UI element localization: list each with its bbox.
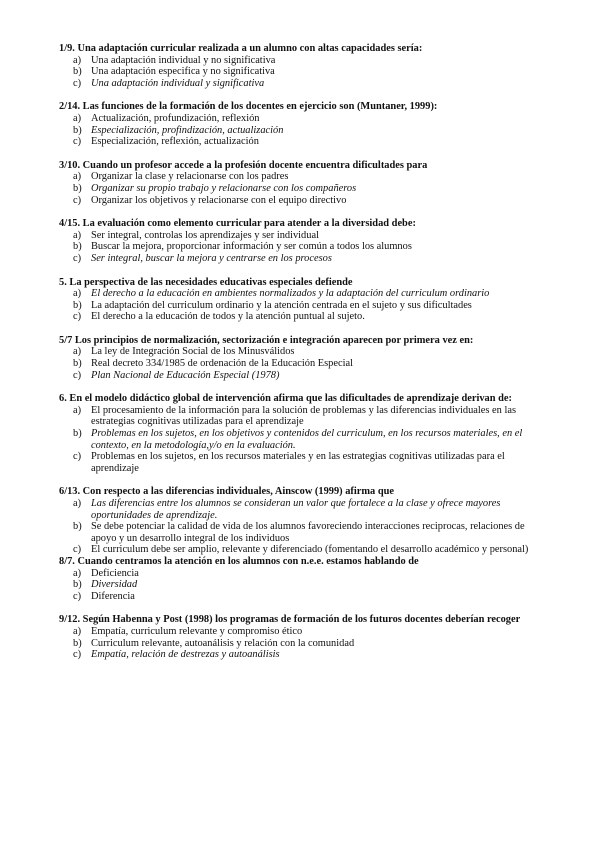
option-text: Buscar la mejora, proporcionar información y ser común a todos los alumnos (91, 241, 412, 253)
option-letter: c) (73, 451, 82, 463)
option-text: Empatía, curriculum relevante y compromiso ético (91, 625, 303, 637)
option-item (59, 428, 540, 451)
question-title: 4/15. La evaluación como elemento curricular para atender a la diversidad debe: (59, 218, 416, 230)
option-list (59, 288, 540, 323)
option-list (59, 230, 540, 265)
option-item (59, 66, 540, 78)
question-title: 1/9. Una adaptación curricular realizada a un alumno con altas capacidades sería: (59, 43, 423, 54)
question-block (59, 160, 540, 206)
question-block (59, 556, 540, 602)
option-list (59, 498, 540, 556)
option-list (59, 55, 540, 90)
option-item (59, 230, 540, 242)
question-block (59, 101, 540, 147)
option-item (59, 544, 540, 556)
option-text: El derecho a la educación de todos y la atención puntual al sujeto. (91, 311, 365, 323)
option-text: Diversidad (91, 579, 138, 591)
option-text: El curriculum debe ser amplio, relevante y diferenciado (fomentando el desarrollo académico y personal) (91, 544, 529, 556)
option-item (59, 346, 540, 358)
option-item (59, 253, 540, 265)
question-block (59, 335, 540, 381)
question-title: 8/7. Cuando centramos la atención en los alumnos con n.e.e. estamos hablando de (59, 555, 419, 567)
option-text: Especialización, reflexión, actualización (91, 136, 259, 148)
option-item (59, 626, 540, 638)
option-letter: b) (73, 182, 82, 194)
question-block (59, 277, 540, 323)
option-item (59, 78, 540, 90)
option-item (59, 370, 540, 382)
option-text: Real decreto 334/1985 de ordenación de la Educación Especial (91, 358, 353, 370)
option-item (59, 649, 540, 661)
option-item (59, 300, 540, 312)
option-item (59, 55, 540, 67)
option-letter: a) (73, 54, 82, 66)
option-letter: a) (73, 498, 82, 509)
option-item (59, 241, 540, 253)
option-letter: b) (73, 241, 82, 253)
option-letter: c) (73, 590, 82, 602)
option-text: Las diferencias entre los alumnos se consideran un valor que fortalece a la clase y ofrece mayores oportunidades de aprendizaje. (91, 498, 501, 521)
option-letter: a) (73, 404, 82, 416)
option-letter: b) (73, 66, 82, 78)
option-text: Organizar los objetivos y relacionarse con el equipo directivo (91, 194, 347, 206)
option-letter: c) (73, 311, 82, 323)
option-letter: c) (73, 252, 82, 264)
option-letter: b) (73, 358, 82, 370)
option-list (59, 171, 540, 206)
option-list (59, 568, 540, 603)
option-list (59, 405, 540, 475)
option-letter: a) (73, 288, 82, 300)
option-text: Deficiencia (91, 567, 139, 579)
option-letter: b) (73, 579, 82, 591)
question-block (59, 486, 540, 556)
option-letter: a) (73, 567, 82, 579)
question-title: 5/7 Los principios de normalización, sectorización e integración aparecen por primera vez en: (59, 334, 474, 346)
option-text: La ley de Integración Social de los Minusválidos (91, 346, 295, 358)
question-title: 9/12. Según Habenna y Post (1998) los programas de formación de los futuros docentes deberían recoger (59, 614, 521, 626)
option-item (59, 638, 540, 650)
option-text: Problemas en los sujetos, en los objetivos y contenidos del curriculum, en los recursos materiales, en el contexto, en la metodología,y/o en la evaluación. (91, 428, 523, 451)
option-letter: a) (73, 112, 82, 124)
option-letter: b) (73, 521, 82, 533)
option-text: Organizar su propio trabajo y relacionarse con los compañeros (91, 182, 357, 194)
question-title: 6/13. Con respecto a las diferencias individuales, Ainscow (1999) afirma que (59, 486, 395, 498)
option-text: Una adaptación especifica y no significativa (91, 66, 275, 78)
option-item (59, 113, 540, 125)
question-title: 3/10. Cuando un profesor accede a la profesión docente encuentra dificultades para (59, 159, 428, 171)
option-text: La adaptación del curriculum ordinario y la atención centrada en el sujeto y sus dificultades (91, 299, 472, 311)
option-item (59, 125, 540, 137)
option-item (59, 521, 540, 544)
option-item (59, 183, 540, 195)
option-list (59, 626, 540, 661)
option-list (59, 346, 540, 381)
option-text: Una adaptación individual y no significativa (91, 54, 276, 66)
option-letter: c) (73, 77, 82, 89)
option-item (59, 358, 540, 370)
option-text: Organizar la clase y relacionarse con los padres (91, 171, 289, 183)
option-letter: a) (73, 229, 82, 241)
option-text: Diferencia (91, 590, 135, 602)
option-item (59, 591, 540, 603)
option-item (59, 405, 540, 428)
option-letter: c) (73, 649, 82, 661)
option-text: Ser integral, buscar la mejora y centrarse en los procesos (91, 252, 332, 264)
option-letter: b) (73, 299, 82, 311)
option-letter: a) (73, 171, 82, 183)
option-list (59, 113, 540, 148)
option-text: Especialización, profindización, actualización (91, 124, 284, 136)
option-text: Plan Nacional de Educación Especial (1978) (91, 369, 280, 381)
question-title: 6. En el modelo didáctico global de intervención afirma que las dificultades de aprendizaje derivan de: (59, 393, 512, 405)
question-list (59, 43, 540, 661)
option-letter: b) (73, 124, 82, 136)
question-title: 5. La perspectiva de las necesidades educativas especiales defiende (59, 276, 353, 288)
option-item (59, 568, 540, 580)
option-text: El derecho a la educación en ambientes normalizados y la adaptación del curriculum ordinario (91, 288, 490, 300)
option-text: Una adaptación individual y significativa (91, 77, 265, 89)
option-letter: c) (73, 544, 82, 556)
option-text: Empatía, relación de destrezas y autoanálisis (91, 649, 280, 661)
option-letter: c) (73, 136, 82, 148)
option-letter: c) (73, 194, 82, 206)
option-letter: b) (73, 637, 82, 649)
option-text: El procesamiento de la información para la solución de problemas y las diferencias individuales en las estrategias cognitivas utilizadas para el aprendizaje (91, 404, 517, 428)
option-item (59, 288, 540, 300)
option-letter: a) (73, 625, 82, 637)
option-letter: c) (73, 369, 82, 381)
option-item (59, 579, 540, 591)
option-text: Curriculum relevante, autoanálisis y relación con la comunidad (91, 637, 355, 649)
option-text: Se debe potenciar la calidad de vida de los alumnos favoreciendo interacciones reciprocas, relaciones de apoyo y un desarrollo integral de los individuos (91, 521, 525, 544)
option-item (59, 136, 540, 148)
question-title: 2/14. Las funciones de la formación de los docentes en ejercicio son (Muntaner, 1999): (59, 101, 438, 113)
question-block (59, 218, 540, 264)
option-letter: a) (73, 346, 82, 358)
option-item (59, 451, 540, 474)
option-text: Problemas en los sujetos, en los recursos materiales y en las estrategias cognitivas utilizadas para el aprendizaje (91, 451, 505, 474)
option-letter: b) (73, 428, 82, 440)
question-block (59, 43, 540, 89)
option-item (59, 171, 540, 183)
option-item (59, 311, 540, 323)
option-text: Actualización, profundización, reflexión (91, 112, 260, 124)
option-text: Ser integral, controlas los aprendizajes y ser individual (91, 229, 319, 241)
option-item (59, 498, 540, 521)
question-block (59, 393, 540, 474)
question-block (59, 614, 540, 660)
option-item (59, 195, 540, 207)
